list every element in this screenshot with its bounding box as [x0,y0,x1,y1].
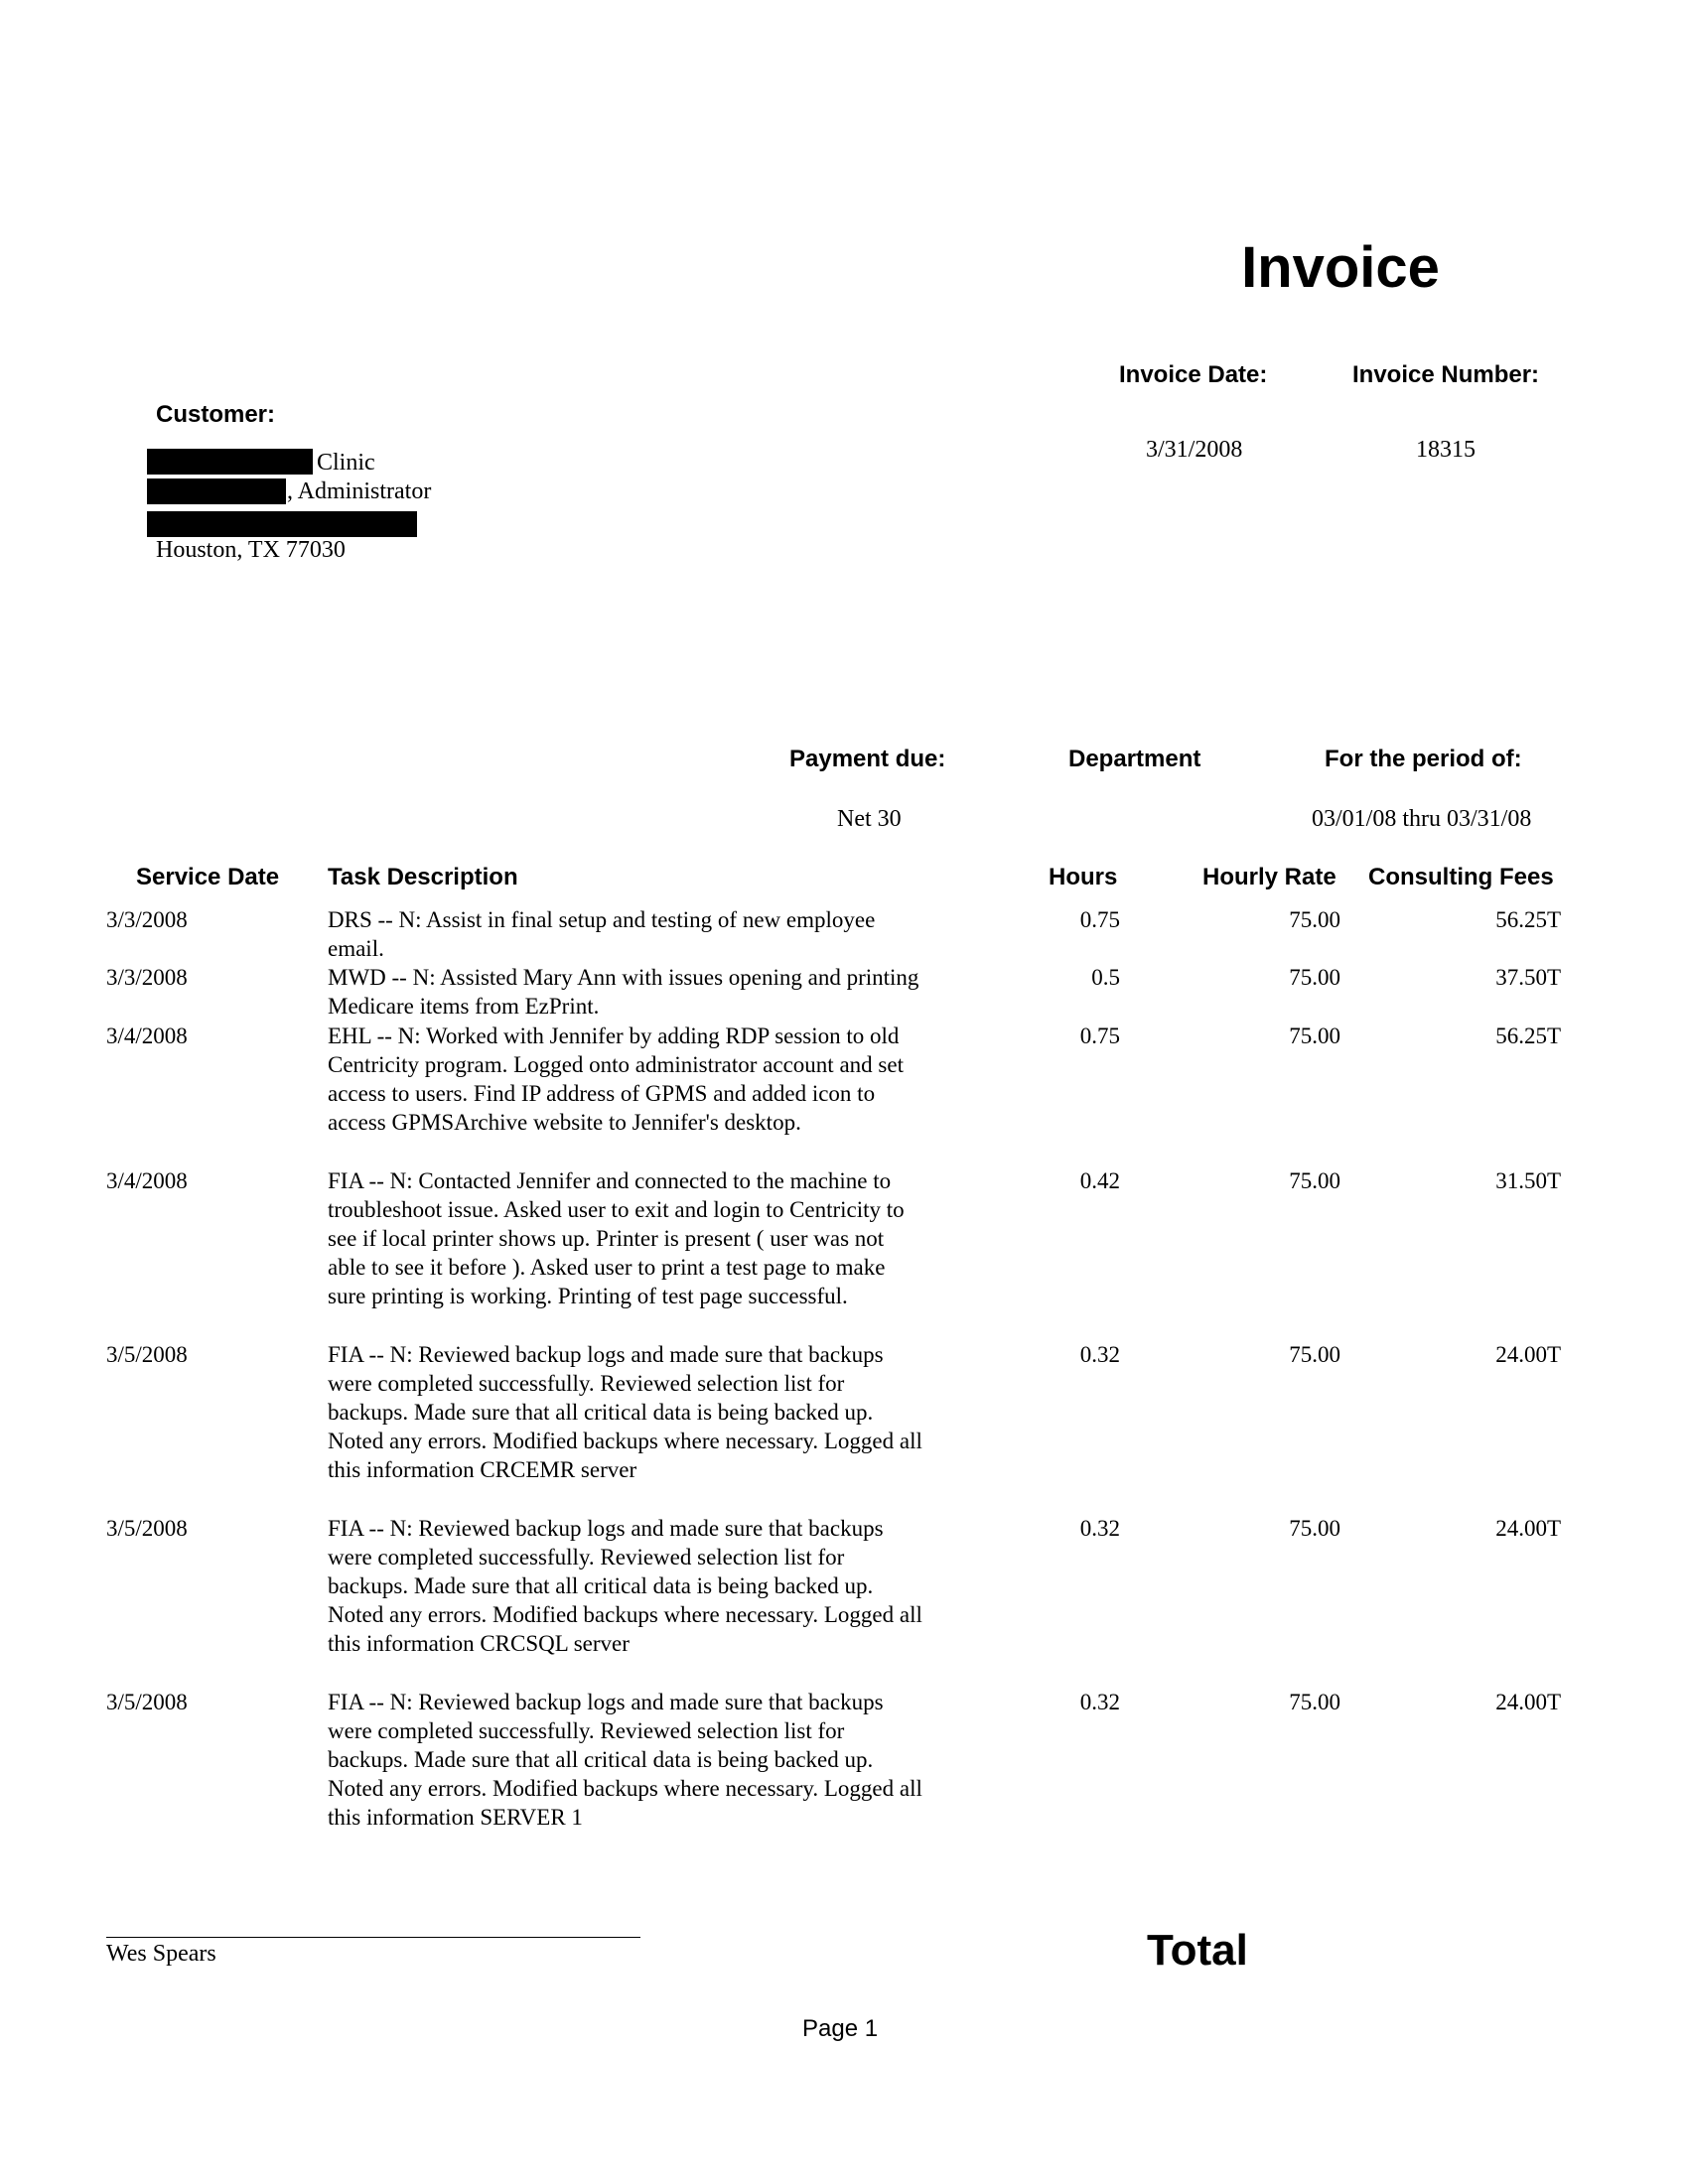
customer-clinic-line: Clinic [317,450,375,476]
invoice-number-label: Invoice Number: [1352,361,1540,388]
row-rate: 75.00 [1289,965,1340,990]
invoice-number-value: 18315 [1416,437,1476,463]
row-fees: 56.25T [1495,1024,1561,1048]
period-value: 03/01/08 thru 03/31/08 [1312,806,1532,832]
col-hourly-rate: Hourly Rate [1202,864,1336,890]
total-label: Total [1147,1926,1248,1975]
row-description: EHL -- N: Worked with Jennifer by adding RDP session to old Centricity program. Logged onto administrator account and set access to users. Find IP address of GPMS and added icon to access GPMSArchive website to Jennifer's desktop. [328,1024,904,1135]
row-fees: 37.50T [1495,965,1561,990]
customer-label: Customer: [156,401,276,428]
row-hours: 0.32 [1079,1690,1120,1714]
row-hours: 0.32 [1079,1516,1120,1541]
customer-city-line: Houston, TX 77030 [156,537,346,563]
row-date: 3/3/2008 [106,965,188,990]
row-rate: 75.00 [1289,1516,1340,1541]
row-fees: 24.00T [1495,1342,1561,1367]
page-number: Page 1 [802,2015,879,2042]
row-hours: 0.5 [1091,965,1120,990]
row-description: FIA -- N: Contacted Jennifer and connected to the machine to troubleshoot issue. Asked user to exit and login to Centricity to see if local printer shows up. Printer is present ( user was not able to see it before ). Asked user to print a test page to make sure printing is working. Printing of test page successful. [328,1168,905,1308]
invoice-date-value: 3/31/2008 [1146,437,1243,463]
row-rate: 75.00 [1289,1342,1340,1367]
row-hours: 0.75 [1079,907,1120,932]
period-label: For the period of: [1325,746,1522,772]
row-date: 3/5/2008 [106,1342,188,1367]
row-fees: 24.00T [1495,1690,1561,1714]
row-fees: 56.25T [1495,907,1561,932]
row-rate: 75.00 [1289,1024,1340,1048]
payment-due-label: Payment due: [789,746,946,772]
row-rate: 75.00 [1289,907,1340,932]
row-hours: 0.42 [1079,1168,1120,1193]
col-task-description: Task Description [328,864,518,890]
redaction-bar [147,449,313,475]
redaction-bar [147,478,286,504]
signature-name: Wes Spears [106,1941,216,1967]
col-consulting-fees: Consulting Fees [1368,864,1554,890]
row-date: 3/5/2008 [106,1516,188,1541]
row-date: 3/5/2008 [106,1690,188,1714]
row-rate: 75.00 [1289,1690,1340,1714]
invoice-date-label: Invoice Date: [1119,361,1268,388]
row-date: 3/4/2008 [106,1024,188,1048]
department-label: Department [1068,746,1201,772]
row-rate: 75.00 [1289,1168,1340,1193]
signature-line [106,1937,640,1938]
row-date: 3/3/2008 [106,907,188,932]
row-description: FIA -- N: Reviewed backup logs and made sure that backups were completed successfully. Reviewed selection list for backups. Made sure that all critical data is being backed up. Noted any errors. Modified backups where necessary. Logged all this information CRCSQL server [328,1516,922,1656]
row-hours: 0.75 [1079,1024,1120,1048]
col-service-date: Service Date [136,864,280,890]
row-description: MWD -- N: Assisted Mary Ann with issues opening and printing Medicare items from EzPrint. [328,965,919,1019]
row-hours: 0.32 [1079,1342,1120,1367]
row-fees: 31.50T [1495,1168,1561,1193]
row-date: 3/4/2008 [106,1168,188,1193]
customer-administrator-line: , Administrator [287,478,432,504]
row-fees: 24.00T [1495,1516,1561,1541]
payment-due-value: Net 30 [837,806,902,832]
row-description: FIA -- N: Reviewed backup logs and made sure that backups were completed successfully. Reviewed selection list for backups. Made sure that all critical data is being backed up. Noted any errors. Modified backups where necessary. Logged all this information SERVER 1 [328,1690,922,1830]
invoice-title: Invoice [1241,235,1440,300]
redaction-bar [147,511,417,537]
row-description: FIA -- N: Reviewed backup logs and made sure that backups were completed successfully. Reviewed selection list for backups. Made sure that all critical data is being backed up. Noted any errors. Modified backups where necessary. Logged all this information CRCEMR server [328,1342,922,1482]
col-hours: Hours [1049,864,1118,890]
row-description: DRS -- N: Assist in final setup and testing of new employee email. [328,907,876,961]
